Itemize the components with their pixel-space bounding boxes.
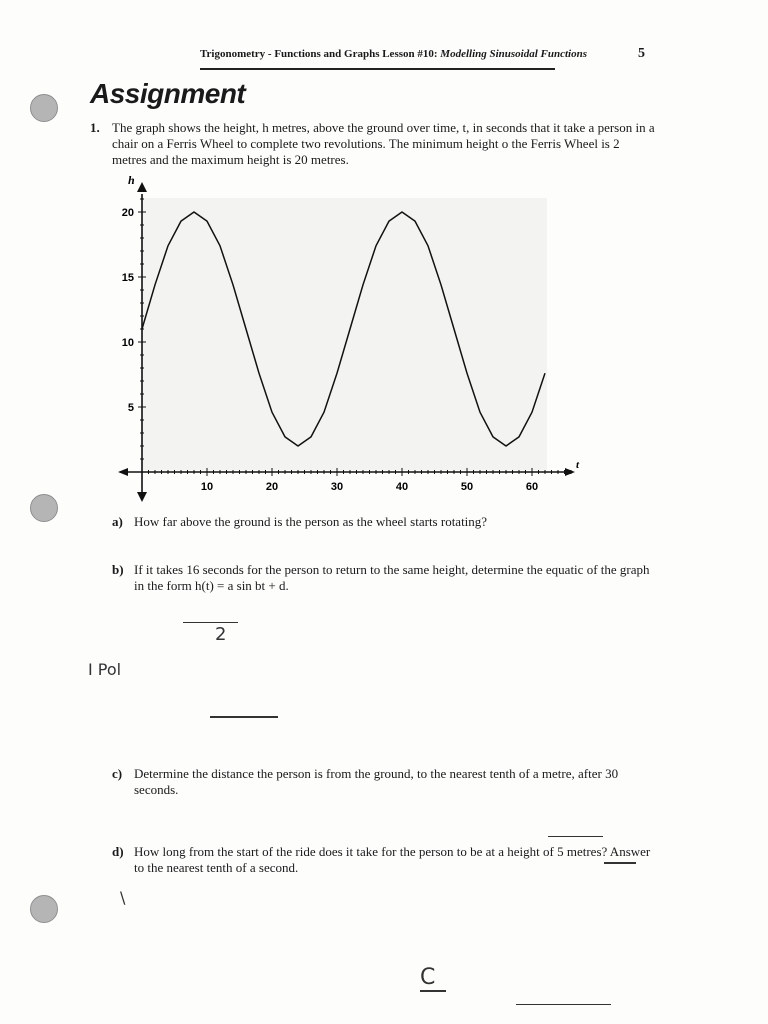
scribble-line — [183, 622, 238, 623]
y-tick-label: 15 — [121, 272, 134, 284]
scribble-dash-2 — [516, 1004, 611, 1005]
question-1 — [90, 120, 655, 168]
x-axis-arrow-right — [565, 468, 575, 476]
scribble-dash-1 — [548, 836, 603, 837]
page-header — [200, 48, 650, 60]
header-rule — [200, 68, 555, 70]
part-b-text: If it takes 16 seconds for the person to return to the same height, determine the equatic of the graph in the form h(t) = a sin bt + d. — [134, 562, 650, 593]
part-c-text: Determine the distance the person is from the ground, to the nearest tenth of a metre, after 30 seconds. — [134, 766, 619, 797]
y-axis-arrow-down — [137, 492, 147, 502]
part-d-text: How long from the start of the ride does it take for the person to be at a height of 5 metres? Answer to the nearest tenth of a second. — [134, 844, 651, 875]
underline-mark — [604, 862, 636, 864]
part-d-label: d) — [112, 844, 124, 859]
part-a-text: How far above the ground is the person as the wheel starts rotating? — [134, 514, 488, 529]
binder-hole-top — [30, 94, 58, 122]
x-tick-label: 10 — [200, 481, 214, 493]
page-title: Assignment — [90, 78, 246, 109]
part-a — [112, 514, 657, 530]
x-tick-label: 40 — [395, 481, 409, 493]
question-number: 1. — [90, 120, 100, 135]
binder-hole-middle — [30, 494, 58, 522]
x-tick-label: 50 — [460, 481, 474, 493]
part-c — [112, 766, 657, 798]
scribble-digit: 2 — [215, 624, 227, 645]
x-tick-label: 30 — [330, 481, 344, 493]
x-axis-label: t — [576, 459, 580, 471]
scribble-underline — [420, 990, 446, 992]
part-d — [112, 844, 657, 876]
y-tick-label: 10 — [121, 337, 134, 349]
scribble-slash: \ — [120, 888, 126, 907]
part-b — [112, 562, 657, 594]
x-axis-arrow-left — [118, 468, 128, 476]
part-c-label: c) — [112, 766, 123, 781]
sinusoid-graph — [110, 170, 590, 510]
header-lesson: Modelling Sinusoidal Functions — [440, 48, 588, 60]
graph-background — [142, 198, 547, 470]
part-b-label: b) — [112, 562, 124, 577]
x-tick-label: 60 — [525, 481, 539, 493]
scribble-letter: C — [420, 965, 436, 990]
page-number: 5 — [638, 46, 645, 61]
answer-line — [210, 716, 278, 718]
binder-hole-bottom — [30, 895, 58, 923]
y-axis-label: h — [128, 173, 135, 187]
y-tick-label: 20 — [121, 207, 134, 219]
scribble-text: I Pol — [88, 660, 122, 679]
y-tick-label: 5 — [127, 402, 134, 414]
part-a-label: a) — [112, 514, 123, 529]
x-tick-label: 20 — [265, 481, 279, 493]
question-text: The graph shows the height, h metres, above the ground over time, t, in seconds that it take a person in a chair on a Ferris Wheel to complete two revolutions. The minimum height o the Ferris Wheel is 2 metres and the maximum height is 20 metres. — [112, 120, 655, 167]
header-course: Trigonometry - Functions and Graphs Lesson #10: — [200, 48, 438, 60]
y-axis-arrow-up — [137, 182, 147, 192]
